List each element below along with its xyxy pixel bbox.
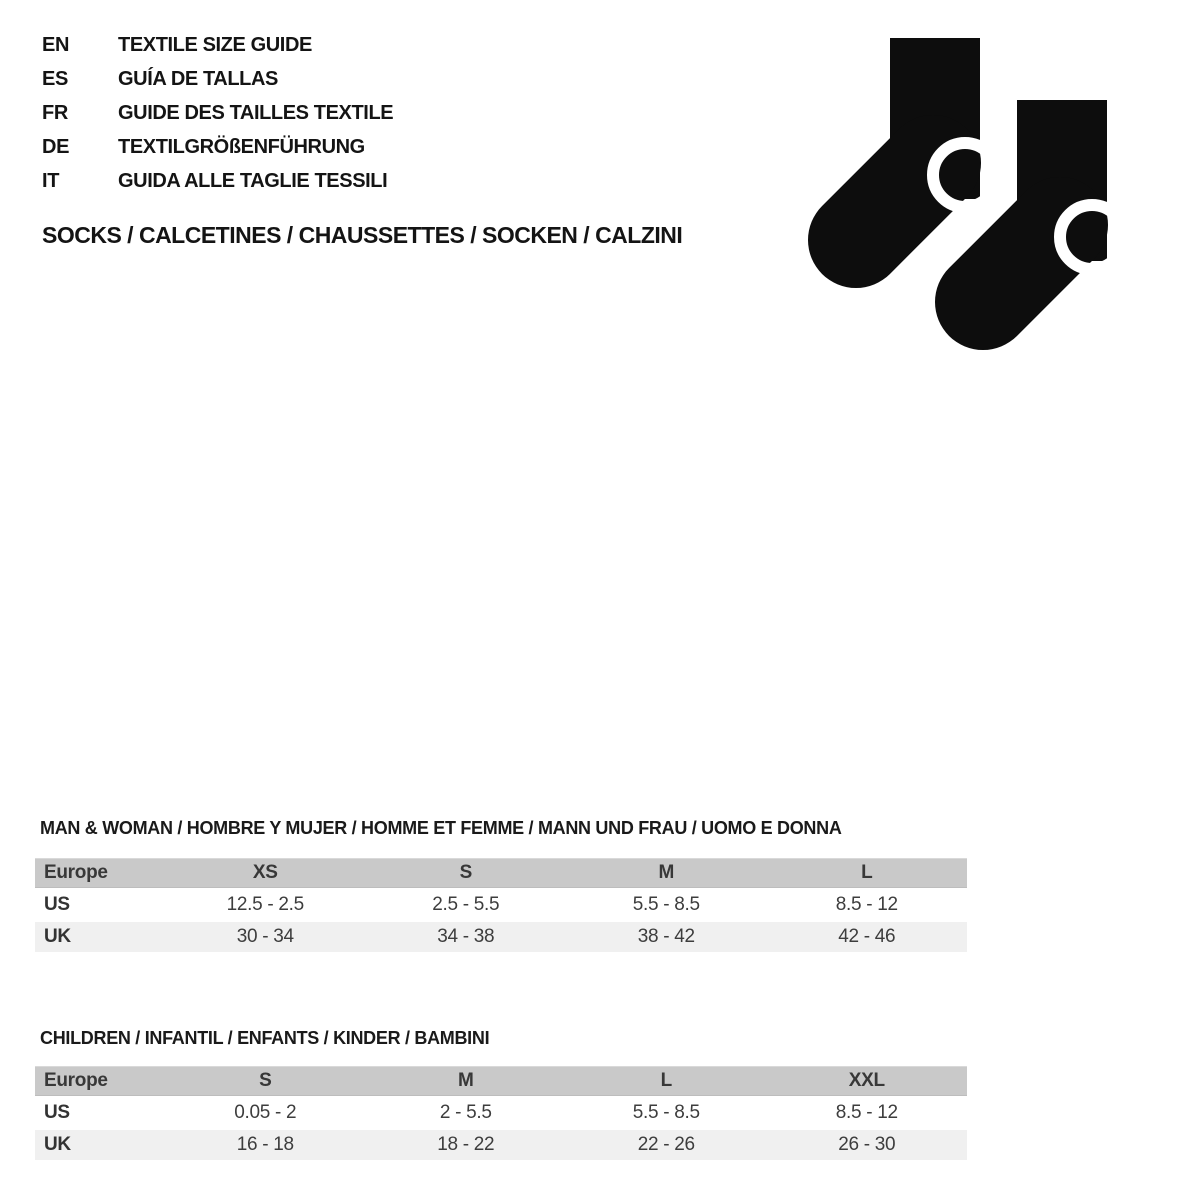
column-header-size: XXL: [848, 1070, 885, 1091]
table-header-row: [35, 858, 967, 888]
table-row-uk: [35, 922, 967, 952]
size-value: 0.05 - 2: [234, 1102, 297, 1123]
guide-title-es: GUÍA DE TALLAS: [118, 67, 278, 90]
guide-title-de: TEXTILGRÖßENFÜHRUNG: [118, 135, 365, 158]
column-header-size: L: [861, 862, 873, 883]
row-label: UK: [44, 1134, 71, 1155]
product-category-line: SOCKS / CALCETINES / CHAUSSETTES / SOCKEN / CALZINI: [42, 222, 683, 248]
size-value: 42 - 46: [838, 926, 896, 947]
guide-title-en: TEXTILE SIZE GUIDE: [118, 33, 312, 56]
section-title-man-woman: MAN & WOMAN / HOMBRE Y MUJER / HOMME ET FEMME / MANN UND FRAU / UOMO E DONNA: [40, 818, 842, 838]
language-code: EN: [42, 33, 70, 56]
language-row-fr: [42, 96, 393, 130]
guide-title-it: GUIDA ALLE TAGLIE TESSILI: [118, 169, 388, 192]
socks-icon: [800, 25, 1135, 360]
size-value: 34 - 38: [437, 926, 495, 947]
language-code: FR: [42, 101, 69, 124]
size-value: 12.5 - 2.5: [226, 894, 304, 915]
language-row-de: [42, 130, 393, 164]
size-value: 18 - 22: [437, 1134, 495, 1155]
table-header-row: [35, 1066, 967, 1096]
column-header-size: S: [459, 862, 472, 883]
sock-right-shape: [983, 100, 1124, 302]
size-value: 8.5 - 12: [835, 894, 898, 915]
row-label: US: [44, 894, 70, 915]
section-title-children: CHILDREN / INFANTIL / ENFANTS / KINDER / BAMBINI: [40, 1028, 490, 1048]
table-row-us: [35, 1098, 967, 1128]
language-code: IT: [42, 169, 60, 192]
column-header-size: L: [660, 1070, 672, 1091]
language-row-es: [42, 62, 393, 96]
language-row-en: [42, 28, 393, 62]
row-label: US: [44, 1102, 70, 1123]
size-value: 16 - 18: [236, 1134, 294, 1155]
table-row-uk: [35, 1130, 967, 1160]
size-value: 2.5 - 5.5: [432, 894, 500, 915]
size-value: 22 - 26: [637, 1134, 695, 1155]
row-label: UK: [44, 926, 71, 947]
column-header-size: M: [658, 862, 675, 883]
column-header-size: XS: [252, 862, 278, 883]
table-row-us: [35, 890, 967, 920]
column-header-europe: Europe: [44, 1070, 108, 1091]
size-value: 38 - 42: [637, 926, 695, 947]
sock-left-shape: [856, 38, 997, 240]
column-header-size: S: [259, 1070, 272, 1091]
language-code: ES: [42, 67, 69, 90]
size-value: 2 - 5.5: [439, 1102, 492, 1123]
size-value: 8.5 - 12: [835, 1102, 898, 1123]
language-code: DE: [42, 135, 70, 158]
size-value: 5.5 - 8.5: [632, 1102, 700, 1123]
language-title-list: [42, 28, 393, 198]
guide-title-fr: GUIDE DES TAILLES TEXTILE: [118, 101, 394, 124]
column-header-europe: Europe: [44, 862, 108, 883]
size-table-children: [35, 1066, 967, 1162]
size-value: 5.5 - 8.5: [632, 894, 700, 915]
language-row-it: [42, 164, 393, 198]
size-value: 30 - 34: [236, 926, 294, 947]
size-value: 26 - 30: [838, 1134, 896, 1155]
size-table-man-woman: [35, 858, 967, 954]
column-header-size: M: [457, 1070, 474, 1091]
